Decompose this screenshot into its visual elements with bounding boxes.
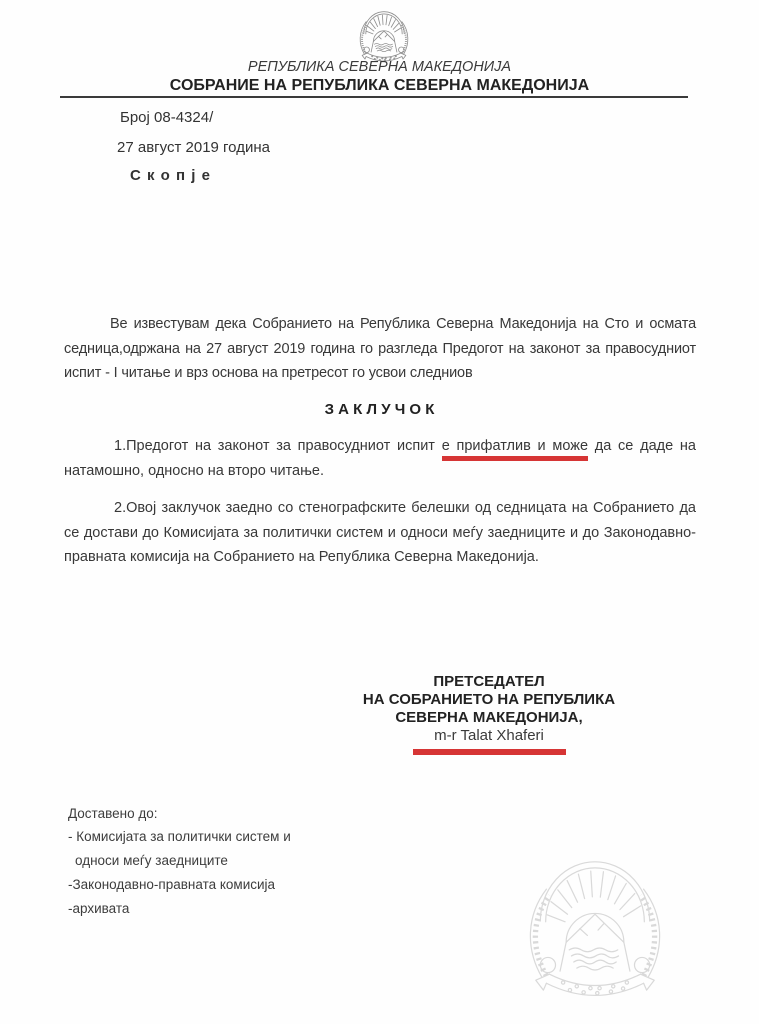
distribution-list — [68, 806, 291, 925]
point-1-red-underlined-text: е прифатлив и може — [442, 438, 588, 461]
signature-title-line-1: ПРЕТСЕДАТЕЛ — [433, 673, 545, 690]
document-number: Број 08-4324/ — [120, 109, 214, 126]
point-1-text-post: да се даде на натамошно, односно на второ читање. — [64, 438, 697, 479]
distribution-item: -архивата — [68, 901, 130, 916]
document-date: 27 август 2019 година — [117, 139, 270, 156]
distribution-item: односи меѓу заедниците — [75, 853, 228, 868]
signature-block — [348, 673, 630, 755]
signature-red-underline — [413, 749, 566, 755]
header-divider — [60, 96, 688, 98]
coat-of-arms-watermark-icon — [519, 836, 671, 1003]
signature-title-line-3: СЕВЕРНА МАКЕДОНИЈА, — [395, 709, 583, 726]
point-1-text-pre: 1.Предогот на законот за правосудниот испит — [114, 438, 442, 454]
conclusion-point-2: 2.Овој заклучок заедно со стенографските белешки од седницата на Собранието да се достави до Комисијата за политички систем и односи меѓу заедниците и до Законодавно-правната комисија на Собранието на Република Северна Македонија. — [64, 500, 696, 565]
distribution-item: - Комисијата за политички систем и — [68, 829, 291, 844]
coat-of-arms-icon — [356, 2, 412, 64]
distribution-item: -Законодавно-правната комисија — [68, 877, 276, 892]
intro-paragraph: Ве известувам дека Собранието на Република Северна Македонија на Сто и осмата седница,одржана на 27 август 2019 година го разгледа Предогот на законот за правосудниот испит - I читање и врз основа на претресот го усвои следниов — [64, 316, 696, 381]
conclusion-heading: З А К Л У Ч О К — [324, 401, 435, 418]
assembly-heading: СОБРАНИЕ НА РЕПУБЛИКА СЕВЕРНА МАКЕДОНИЈА — [169, 77, 590, 94]
republic-heading: РЕПУБЛИКА СЕВЕРНА МАКЕДОНИЈА — [247, 59, 512, 75]
signature-name: m-r Talat Xhaferi — [434, 727, 544, 744]
signature-title-line-2: НА СОБРАНИЕТО НА РЕПУБЛИКА — [362, 691, 616, 708]
document-city: С к о п ј е — [130, 167, 211, 184]
conclusion-point-1 — [64, 434, 696, 483]
distribution-label: Доставено до: — [68, 806, 158, 821]
